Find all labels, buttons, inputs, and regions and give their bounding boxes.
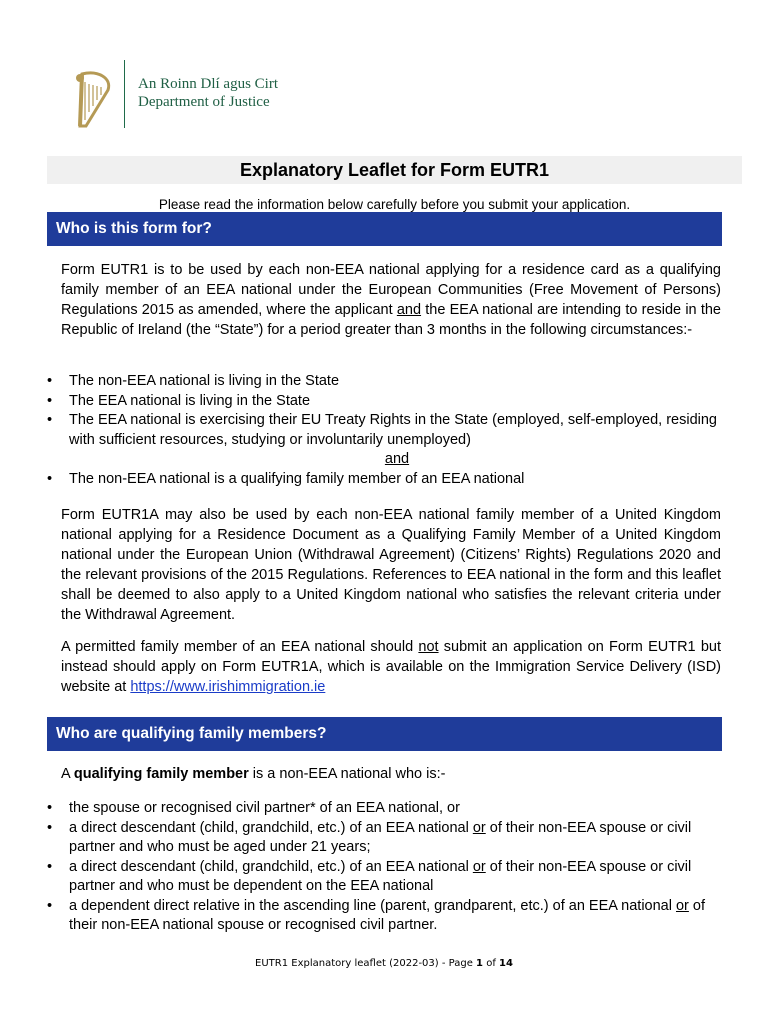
- document-title: Explanatory Leaflet for Form EUTR1: [47, 156, 742, 184]
- list-item: • the spouse or recognised civil partner* of an EEA national, or: [45, 799, 725, 819]
- logo-divider: [124, 60, 125, 128]
- list-item: • The non-EEA national is a qualifying family member of an EEA national: [45, 470, 725, 490]
- harp-icon: [68, 68, 118, 132]
- section2-lead: A qualifying family member is a non-EEA national who is:-: [61, 766, 446, 782]
- list-item: • The EEA national is living in the State: [45, 392, 725, 412]
- logo-name-irish: An Roinn Dlí agus Cirt: [138, 76, 279, 92]
- department-logo: [60, 48, 304, 138]
- list-item: • The non-EEA national is living in the State: [45, 372, 725, 392]
- section-heading-qualifying-family-members: Who are qualifying family members?: [47, 717, 722, 751]
- section1-paragraph-3: A permitted family member of an EEA national should not submit an application on Form EUTR1 but instead should apply on Form EUTR1A, which is available on the Immigration Service Delivery (ISD) website at https://www.irishimmigration.ie: [61, 639, 721, 695]
- list-item: • The EEA national is exercising their EU Treaty Rights in the State (employed, self-employed, residing with sufficient resources, studying or involuntarily unemployed): [45, 411, 725, 450]
- page-footer: EUTR1 Explanatory leaflet (2022-03) - Page 1 of 14: [255, 958, 513, 969]
- list-item: • a direct descendant (child, grandchild, etc.) of an EEA national or of their non-EEA spouse or civil partner and who must be dependent on the EEA national: [45, 858, 725, 897]
- logo-name-english: Department of Justice: [138, 94, 270, 110]
- intro-text: Please read the information below carefully before you submit your application.: [158, 197, 631, 212]
- section1-paragraph-1: Form EUTR1 is to be used by each non-EEA national applying for a residence card as a qualifying family member of an EEA national under the European Communities (Free Movement of Persons) Regulations 2015 as amended, where the applicant and the EEA national are intending to reside in the Republic of Ireland (the “State”) for a period greater than 3 months in the following circumstances:-: [61, 262, 721, 338]
- section-heading-who-is-form-for: Who is this form for?: [47, 212, 722, 246]
- isd-website-link[interactable]: https://www.irishimmigration.ie: [130, 679, 326, 695]
- section1-paragraph-2: Form EUTR1A may also be used by each non-EEA national family member of a United Kingdom national applying for a Residence Document as a Qualifying Family Member of a United Kingdom national under the European Union (Withdrawal Agreement) (Citizens’ Rights) Regulations 2020 and the relevant provisions of the 2015 Regulations. References to EEA national in the form and this leaflet shall be deemed to also apply to a United Kingdom national who satisfies the relevant criteria under the Withdrawal Agreement.: [61, 507, 721, 623]
- and-conjunction: and: [384, 451, 410, 467]
- circumstances-list: [45, 372, 725, 489]
- qualifying-members-list: [45, 799, 725, 936]
- list-item: • a direct descendant (child, grandchild, etc.) of an EEA national or of their non-EEA spouse or civil partner and who must be aged under 21 years;: [45, 819, 725, 858]
- list-item: • a dependent direct relative in the ascending line (parent, grandparent, etc.) of an EEA national or of their non-EEA national spouse or recognised civil partner.: [45, 897, 725, 936]
